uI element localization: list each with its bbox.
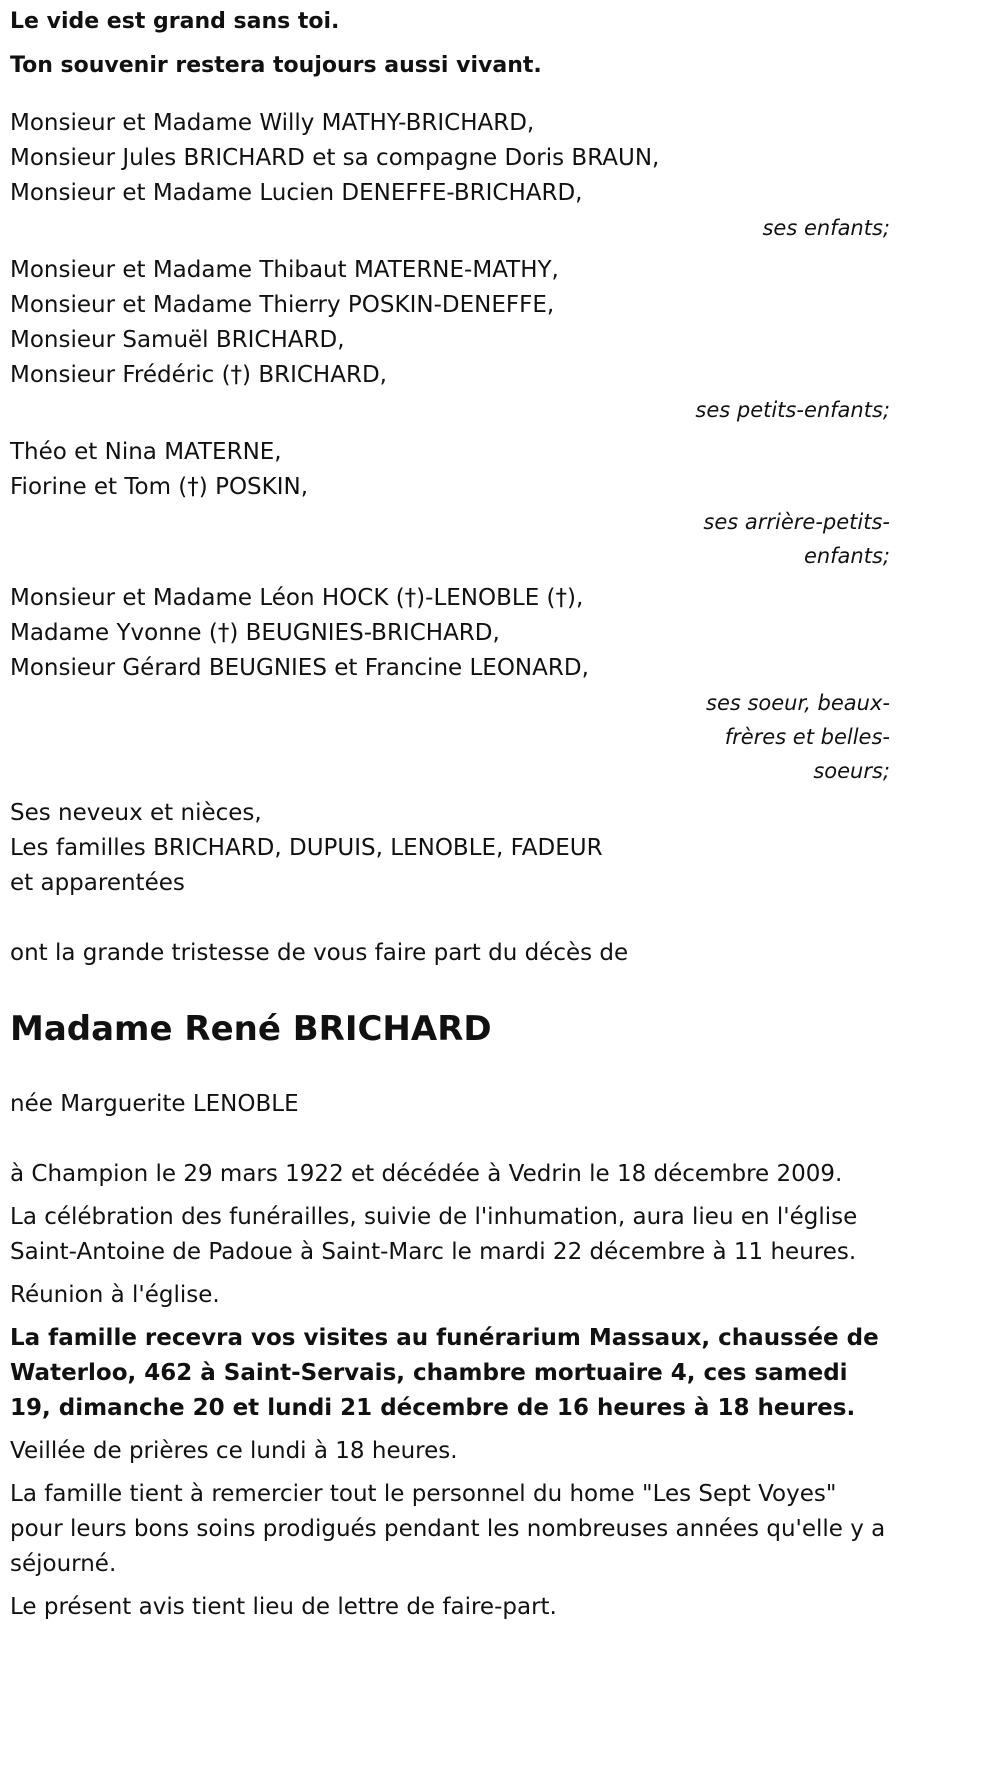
name-line: Monsieur Gérard BEUGNIES et Francine LEONARD,: [10, 655, 589, 681]
family-line: Ses neveux et nièces,: [10, 800, 262, 826]
role-label: ses enfants;: [762, 216, 890, 240]
group-soeurs: [10, 581, 890, 788]
dates-paragraph: à Champion le 29 mars 1922 et décédée à Vedrin le 18 décembre 2009.: [10, 1161, 843, 1187]
name-line: Monsieur et Madame Thibaut MATERNE-MATHY,: [10, 257, 559, 283]
role-label: ses arrière-petits-enfants;: [703, 510, 890, 568]
name-line: Monsieur et Madame Léon HOCK (†)-LENOBLE (†),: [10, 585, 584, 611]
celebration-paragraph: La célébration des funérailles, suivie de l'inhumation, aura lieu en l'église Saint-Antoine de Padoue à Saint-Marc le mardi 22 décembre à 11 heures.: [10, 1204, 858, 1265]
intro-line-1: Le vide est grand sans toi.: [10, 9, 340, 34]
name-line: Monsieur Frédéric (†) BRICHARD,: [10, 362, 387, 388]
extended-family: [10, 796, 890, 901]
thanks-paragraph: La famille tient à remercier tout le personnel du home "Les Sept Voyes" pour leurs bons soins prodigués pendant les nombreuses années qu'elle y a séjourné.: [10, 1481, 886, 1577]
intro-quote: [10, 0, 890, 88]
born-name: née Marguerite LENOBLE: [10, 1091, 299, 1117]
intro-line-2: Ton souvenir restera toujours aussi vivant.: [10, 53, 542, 78]
announcement-text: ont la grande tristesse de vous faire part du décès de: [10, 940, 629, 966]
name-line: Monsieur et Madame Lucien DENEFFE-BRICHARD,: [10, 180, 583, 206]
group-enfants: [10, 106, 890, 245]
group-arriere-petits-enfants: [10, 435, 890, 573]
reunion-paragraph: Réunion à l'église.: [10, 1282, 220, 1308]
name-line: Monsieur Samuël BRICHARD,: [10, 327, 345, 353]
name-line: Monsieur Jules BRICHARD et sa compagne Doris BRAUN,: [10, 145, 660, 171]
visits-paragraph: La famille recevra vos visites au funérarium Massaux, chaussée de Waterloo, 462 à Saint-Servais, chambre mortuaire 4, ces samedi 19, dimanche 20 et lundi 21 décembre de 16 heures à 18 heures.: [10, 1325, 879, 1421]
family-line: Les familles BRICHARD, DUPUIS, LENOBLE, FADEUR: [10, 835, 603, 861]
name-line: Fiorine et Tom (†) POSKIN,: [10, 474, 309, 500]
group-petits-enfants: [10, 253, 890, 427]
deceased-name: Madame René BRICHARD: [10, 1009, 492, 1049]
family-line: et apparentées: [10, 870, 185, 896]
veillee-paragraph: Veillée de prières ce lundi à 18 heures.: [10, 1438, 458, 1464]
role-label: ses soeur, beaux-frères et belles-soeurs;: [706, 691, 890, 783]
name-line: Théo et Nina MATERNE,: [10, 439, 282, 465]
name-line: Monsieur et Madame Thierry POSKIN-DENEFFE,: [10, 292, 555, 318]
name-line: Monsieur et Madame Willy MATHY-BRICHARD,: [10, 110, 535, 136]
name-line: Madame Yvonne (†) BEUGNIES-BRICHARD,: [10, 620, 500, 646]
role-label: ses petits-enfants;: [695, 398, 890, 422]
notice-paragraph: Le présent avis tient lieu de lettre de faire-part.: [10, 1594, 557, 1620]
